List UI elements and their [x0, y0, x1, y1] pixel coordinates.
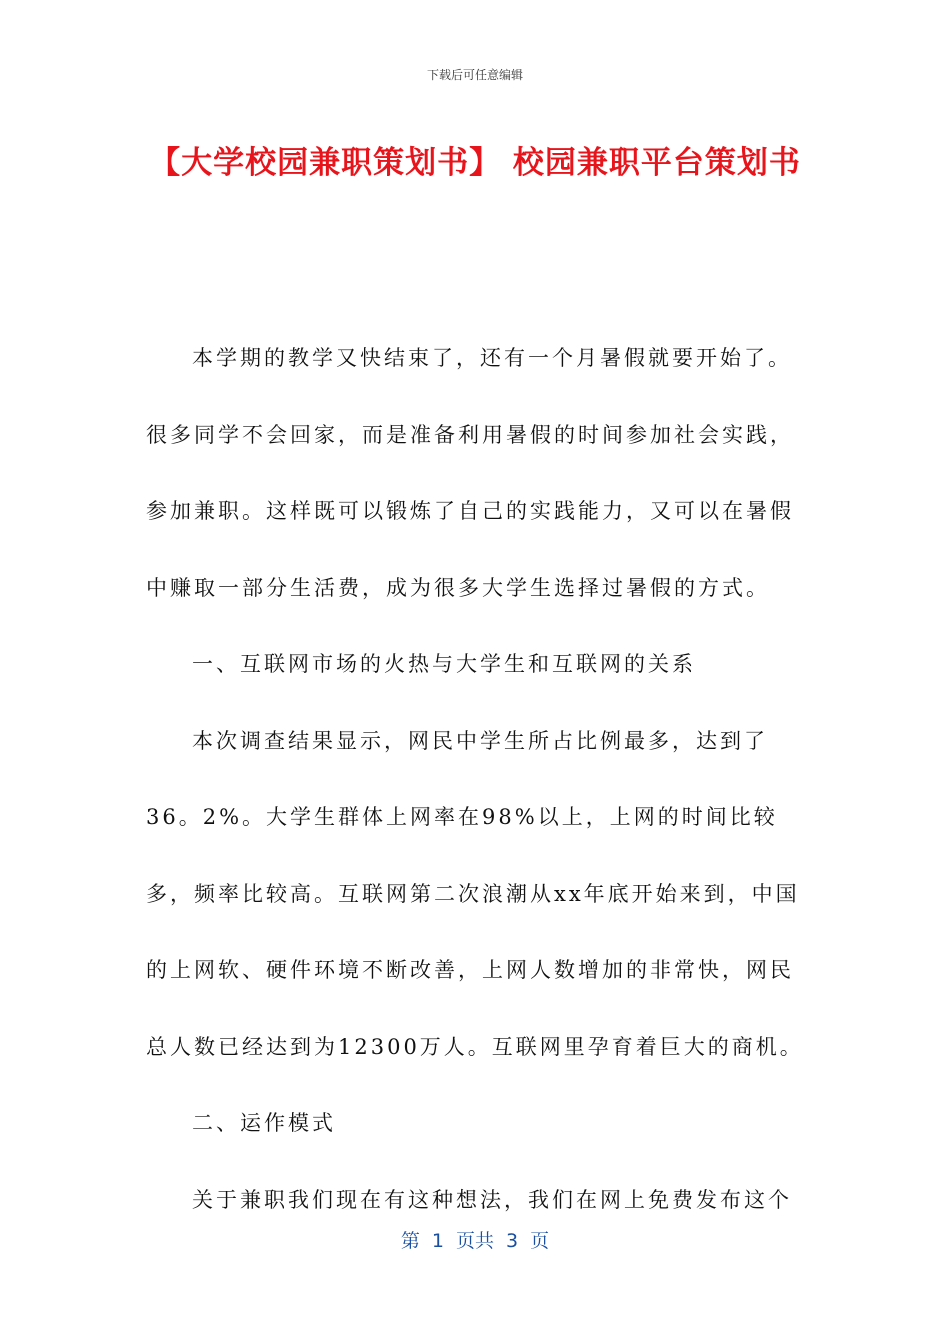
paragraph-survey: 本次调查结果显示，网民中学生所占比例最多，达到了36。2%。大学生群体上网率在98%以上，上网的时间比较多，频率比较高。互联网第二次浪潮从xx年底开始来到，中国的上网软、硬件环境不断改善，上网人数增加的非常快，网民总人数已经达到为12300万人。互联网里孕育着巨大的商机。	[146, 728, 804, 1059]
document-title: 【大学校园兼职策划书】 校园兼职平台策划书	[149, 145, 801, 181]
footer-label-of: 页共	[455, 1230, 494, 1252]
paragraph-operation: 关于兼职我们现在有这种想法，我们在网上免费发布这个	[192, 1187, 792, 1212]
footer-label-end: 页	[530, 1230, 550, 1252]
header-note: 下载后可任意编辑	[426, 68, 523, 82]
section-heading-1: 一、互联网市场的火热与大学生和互联网的关系	[192, 652, 696, 676]
paragraph-intro: 本学期的教学又快结束了，还有一个月暑假就要开始了。很多同学不会回家，而是准备利用暑假的时间参加社会实践，参加兼职。这样既可以锻炼了自己的实践能力，又可以在暑假中赚取一部分生活费，成为很多大学生选择过暑假的方式。	[146, 346, 794, 600]
section-heading-2: 二、运作模式	[192, 1111, 336, 1135]
footer-label-page: 第	[400, 1230, 420, 1252]
page-footer	[0, 1226, 950, 1253]
footer-current-page: 1	[431, 1230, 444, 1252]
footer-total-pages: 3	[506, 1230, 519, 1252]
document-body	[146, 320, 806, 1238]
